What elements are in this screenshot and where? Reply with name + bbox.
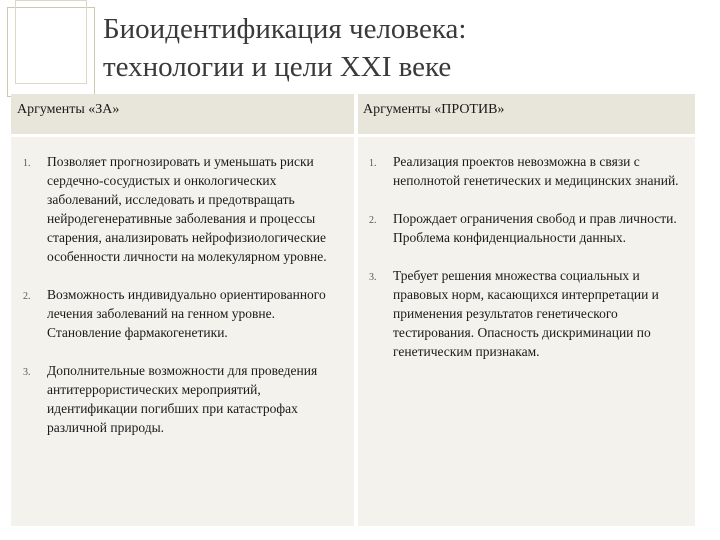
pro-arguments-list — [11, 152, 347, 437]
list-item — [11, 285, 347, 342]
item-text: Реализация проектов невозможна в связи с неполнотой генетических и медицинских знаний. — [393, 154, 679, 188]
item-text: Позволяет прогнозировать и уменьшать риски сердечно-сосудистых и онкологических заболеваний, исследовать и предотвращать нейродегенеративные заболевания и процессы старения, анализировать нейрофизиологические особенности личности на молекулярном уровне. — [47, 154, 327, 264]
list-item — [357, 152, 695, 190]
row-divider — [11, 134, 695, 137]
slide-title-line-1: Биоидентификация человека: — [103, 13, 467, 45]
item-number: 1. — [369, 158, 377, 169]
item-number: 3. — [23, 367, 31, 378]
decorative-frame-inner — [15, 0, 87, 84]
item-text: Требует решения множества социальных и правовых норм, касающихся интерпретации и применения результатов генетического тестирования. Опасность дискриминации по генетическим признакам. — [393, 268, 659, 359]
item-number: 2. — [23, 291, 31, 302]
list-item — [357, 266, 695, 361]
header-pro: Аргументы «ЗА» — [17, 102, 120, 117]
header-con: Аргументы «ПРОТИВ» — [363, 102, 505, 117]
con-arguments-list — [357, 152, 695, 361]
item-text: Дополнительные возможности для проведения антитеррористических мероприятий, идентификации погибших при катастрофах различной природы. — [47, 363, 318, 435]
slide-title — [103, 10, 703, 86]
item-number: 1. — [23, 158, 31, 169]
item-number: 2. — [369, 215, 377, 226]
list-item — [11, 361, 347, 437]
slide-title-line-2: технологии и цели XXI веке — [103, 51, 452, 83]
item-number: 3. — [369, 272, 377, 283]
arguments-table — [11, 94, 695, 526]
list-item — [357, 209, 695, 247]
list-item — [11, 152, 347, 266]
item-text: Возможность индивидуально ориентированного лечения заболеваний на генном уровне. Становление фармакогенетики. — [47, 287, 326, 340]
item-text: Порождает ограничения свобод и прав личности. Проблема конфиденциальности данных. — [393, 211, 677, 245]
